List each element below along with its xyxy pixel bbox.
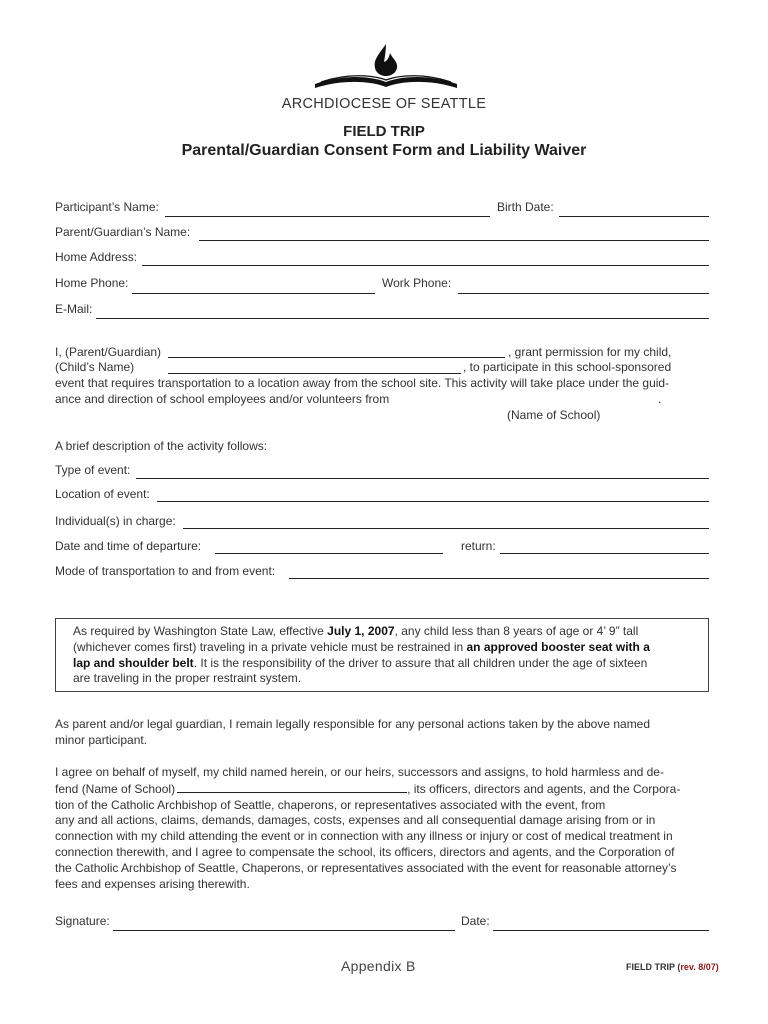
return-label: return: <box>461 539 496 553</box>
consent-participate-text: , to participate in this school-sponsored <box>463 360 672 374</box>
event-location-field[interactable] <box>157 501 709 502</box>
return-field[interactable] <box>500 553 709 554</box>
transport-label: Mode of transportation to and from event: <box>55 564 276 578</box>
work-phone-label: Work Phone: <box>382 276 452 290</box>
flame-icon <box>375 44 398 76</box>
event-type-label: Type of event: <box>55 463 131 477</box>
notice-line-2: (whichever comes first) traveling in a private vehicle must be restrained in an approved booster seat with a <box>73 639 650 654</box>
home-phone-field[interactable] <box>132 293 375 294</box>
consent-guardian-field[interactable] <box>168 357 505 358</box>
departure-field[interactable] <box>215 553 443 554</box>
home-address-field[interactable] <box>142 265 709 266</box>
consent-line-4: ance and direction of school employees and/or volunteers from <box>55 392 390 406</box>
booster-seat-notice <box>55 618 709 692</box>
email-label: E-Mail: <box>55 302 93 316</box>
school-name-caption: (Name of School) <box>507 408 601 422</box>
birth-date-label: Birth Date: <box>497 200 554 214</box>
consent-child-label: (Child’s Name) <box>55 360 135 374</box>
in-charge-field[interactable] <box>183 528 709 529</box>
guardian-name-label: Parent/Guardian’s Name: <box>55 225 191 239</box>
notice-effective-date: July 1, 2007 <box>327 624 395 638</box>
consent-period: . <box>658 392 662 406</box>
waiver-paragraph: I agree on behalf of myself, my child named herein, or our heirs, successors and assigns, to hold harmless and de- fend (Name of School) , its officers, directors and agents, and the Corpora- tion of the Catholic Archbishop of Seattle, chaperons, or representatives associated with the event, from any and all actions, claims, demands, damages, costs, expenses and all consequential damage arising from or in connection with my child attending the event or in connection with any illness or injury or cost of medical treatment in connection therewith, and I agree to compensate the school, its officers, directors and agents, and the Corporation of the Catholic Archbishop of Seattle, Chaperons, or representatives associated with the event for reasonable attorney’s fees and expenses arising therewith. <box>55 765 681 891</box>
in-charge-label: Individual(s) in charge: <box>55 514 176 528</box>
notice-line-3: lap and shoulder belt. It is the responsibility of the driver to assure that all children under the age of sixteen <box>73 655 648 670</box>
home-address-label: Home Address: <box>55 250 138 264</box>
consent-permission-text: , grant permission for my child, <box>508 345 672 359</box>
event-type-field[interactable] <box>136 478 709 479</box>
appendix-label: Appendix B <box>341 958 416 974</box>
participant-name-field[interactable] <box>165 216 490 217</box>
event-location-label: Location of event: <box>55 487 150 501</box>
guardian-name-field[interactable] <box>199 240 709 241</box>
work-phone-field[interactable] <box>458 293 709 294</box>
signature-label: Signature: <box>55 914 110 928</box>
notice-line-1: As required by Washington State Law, effective July 1, 2007, any child less than 8 years of age or 4’ 9” tall <box>73 624 639 638</box>
archdiocese-logo <box>313 42 459 90</box>
responsibility-paragraph: As parent and/or legal guardian, I remain legally responsible for any personal actions taken by the above named minor participant. <box>55 717 651 747</box>
book-icon <box>315 77 457 88</box>
signature-field[interactable] <box>113 930 455 931</box>
revision-label: FIELD TRIP (rev. 8/07) <box>626 962 719 972</box>
departure-label: Date and time of departure: <box>55 539 202 553</box>
home-phone-label: Home Phone: <box>55 276 129 290</box>
consent-child-field[interactable] <box>168 373 461 374</box>
notice-line-4: are traveling in the proper restraint system. <box>73 671 302 686</box>
birth-date-field[interactable] <box>559 216 709 217</box>
waiver-school-field[interactable] <box>177 781 407 793</box>
participant-name-label: Participant’s Name: <box>55 200 159 214</box>
form-title: FIELD TRIP <box>343 123 425 140</box>
organization-name: ARCHDIOCESE OF SEATTLE <box>281 96 487 112</box>
signature-date-field[interactable] <box>493 930 709 931</box>
form-subtitle: Parental/Guardian Consent Form and Liability Waiver <box>181 142 587 159</box>
activity-intro: A brief description of the activity follows: <box>55 439 268 453</box>
consent-guardian-label: I, (Parent/Guardian) <box>55 345 162 359</box>
consent-line-3: event that requires transportation to a location away from the school site. This activity will take place under the guid- <box>55 376 670 390</box>
transport-field[interactable] <box>289 578 709 579</box>
signature-date-label: Date: <box>461 914 490 928</box>
email-field[interactable] <box>96 318 709 319</box>
